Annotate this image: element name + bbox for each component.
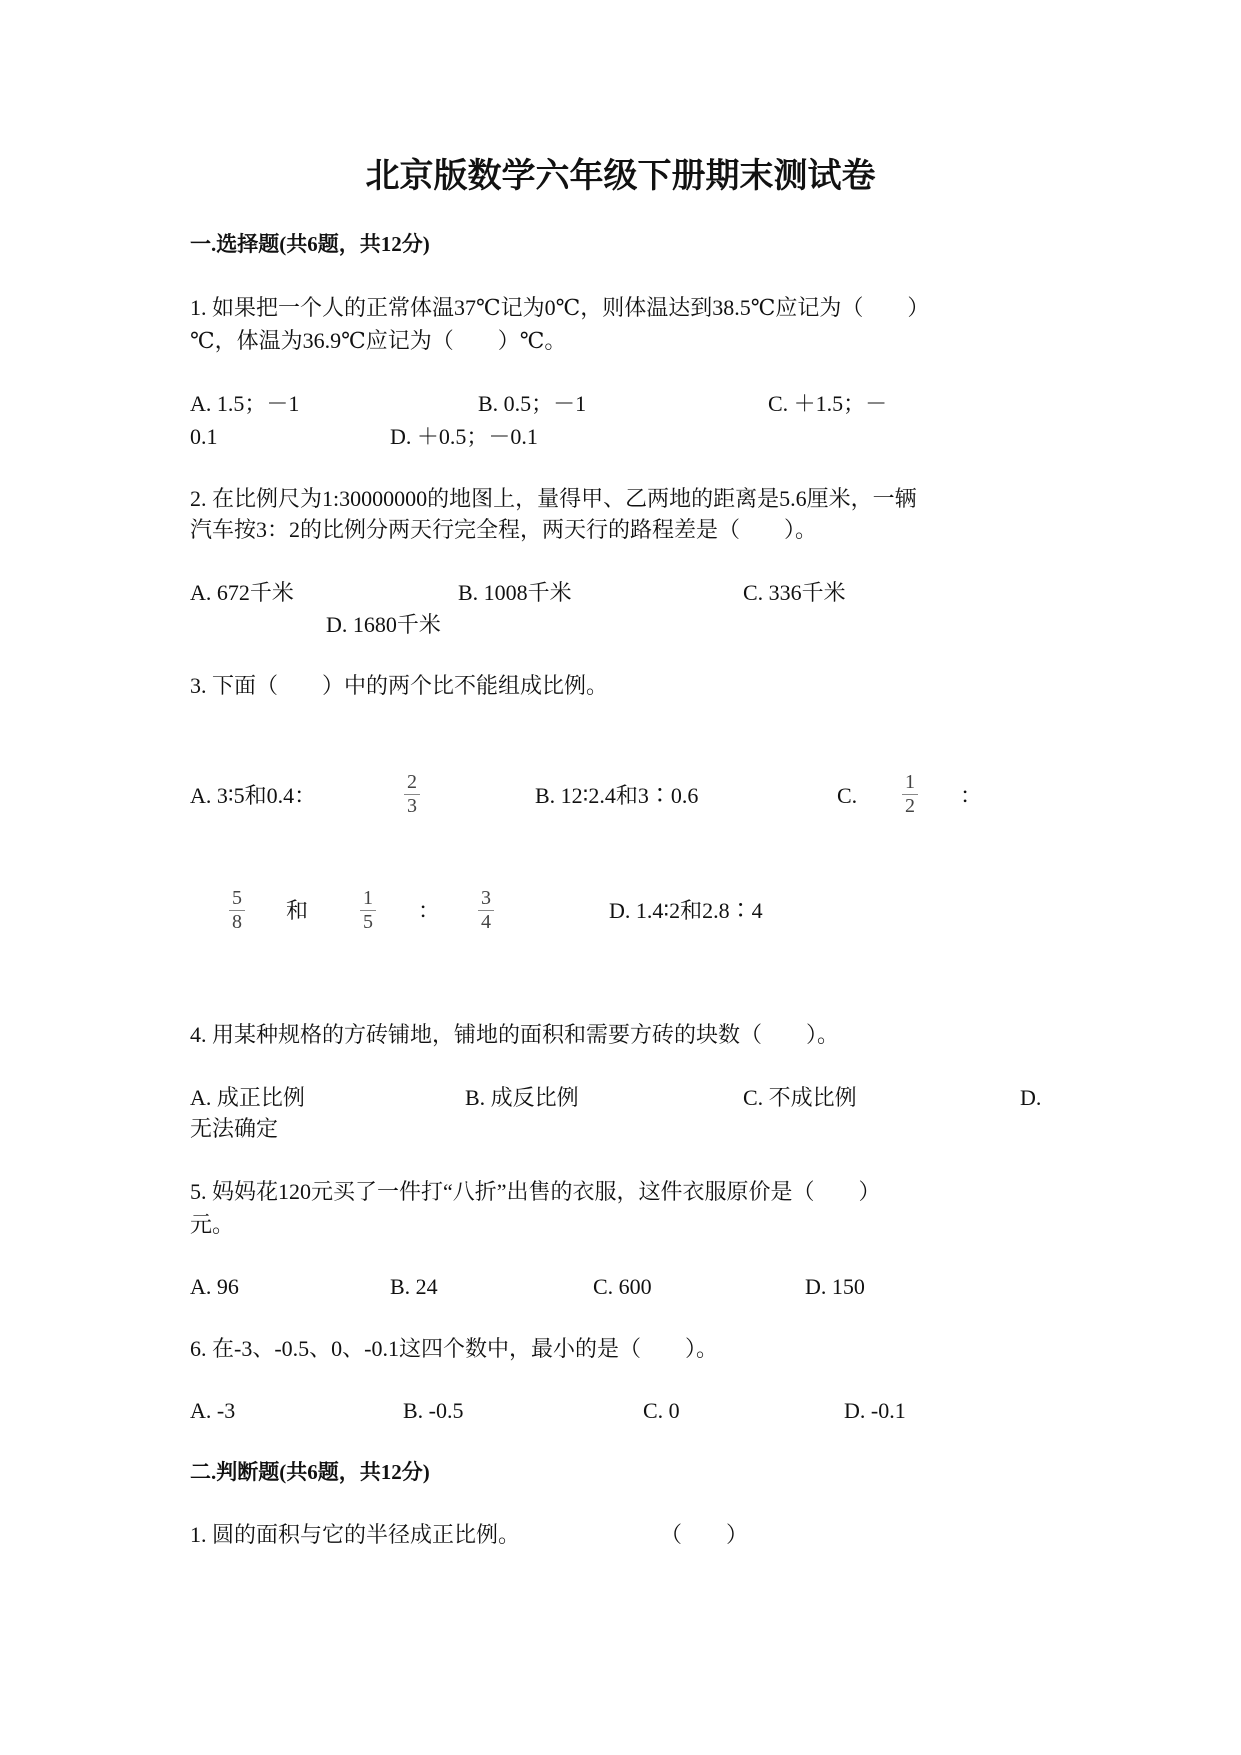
ratio-colon: ： — [960, 783, 983, 808]
q1-option-b: B. 0.5；－1 — [478, 391, 587, 416]
q2-option-a: A. 672千米 — [190, 580, 294, 605]
judgement-1-answer-blank: （ ） — [660, 1522, 749, 1547]
q1-option-d: D. ＋0.5；－0.1 — [390, 424, 538, 449]
fraction-3-4: 3 4 — [478, 888, 494, 933]
q6-option-b: B. -0.5 — [403, 1398, 464, 1423]
and-word: 和 — [286, 898, 309, 923]
q1-option-a: A. 1.5；－1 — [190, 391, 300, 416]
section-heading-judgement: 二.判断题(共6题，共12分) — [190, 1460, 430, 1484]
q2-option-d: D. 1680千米 — [326, 612, 441, 637]
q4-option-a: A. 成正比例 — [190, 1085, 305, 1110]
q6-option-d: D. -0.1 — [844, 1398, 906, 1423]
q6-option-a: A. -3 — [190, 1398, 236, 1423]
q3-option-d: D. 1.4∶2和2.8∶4 — [609, 898, 763, 923]
question-2-text: 2. 在比例尺为1:30000000的地图上，量得甲、乙两地的距离是5.6厘米，一辆 — [190, 486, 917, 511]
fraction-2-3: 2 3 — [404, 772, 420, 817]
q3-option-a: A. 3∶5和0.4： — [190, 783, 317, 808]
q2-option-b: B. 1008千米 — [458, 580, 572, 605]
fraction-5-8: 5 8 — [229, 888, 245, 933]
judgement-1-text: 1. 圆的面积与它的半径成正比例。 — [190, 1522, 521, 1547]
question-1-text-cont: ℃，体温为36.9℃应记为（ ）℃。 — [190, 328, 567, 353]
q5-option-a: A. 96 — [190, 1274, 239, 1299]
page-title: 北京版数学六年级下册期末测试卷 — [365, 158, 876, 195]
q5-option-c: C. 600 — [593, 1274, 652, 1299]
question-6-text: 6. 在-3、-0.5、0、-0.1这四个数中，最小的是（ ）。 — [190, 1336, 718, 1361]
section-heading-choice: 一.选择题(共6题，共12分) — [190, 232, 430, 256]
q5-option-d: D. 150 — [805, 1274, 865, 1299]
question-2-text-cont: 汽车按3：2的比例分两天行完全程，两天行的路程差是（ ）。 — [190, 517, 818, 542]
question-5-text: 5. 妈妈花120元买了一件打“八折”出售的衣服，这件衣服原价是（ ） — [190, 1179, 881, 1204]
ratio-colon-2: ： — [418, 898, 441, 923]
q3-option-b: B. 12∶2.4和3∶0.6 — [535, 783, 699, 808]
q1-option-c-cont: 0.1 — [190, 424, 218, 449]
question-5-text-cont: 元。 — [190, 1212, 235, 1237]
q5-option-b: B. 24 — [390, 1274, 438, 1299]
q4-option-d: D. — [1020, 1085, 1042, 1110]
fraction-1-2: 1 2 — [902, 772, 918, 817]
q6-option-c: C. 0 — [643, 1398, 680, 1423]
q3-option-c: C. — [837, 783, 858, 808]
q1-option-c: C. ＋1.5；－ — [768, 391, 888, 416]
q4-option-d-cont: 无法确定 — [190, 1116, 279, 1141]
q4-option-b: B. 成反比例 — [465, 1085, 579, 1110]
question-4-text: 4. 用某种规格的方砖铺地，铺地的面积和需要方砖的块数（ ）。 — [190, 1022, 840, 1047]
question-1-text: 1. 如果把一个人的正常体温37℃记为0℃，则体温达到38.5℃应记为（ ） — [190, 295, 930, 320]
q4-option-c: C. 不成比例 — [743, 1085, 857, 1110]
q2-option-c: C. 336千米 — [743, 580, 846, 605]
fraction-1-5: 1 5 — [360, 888, 376, 933]
question-3-text: 3. 下面（ ）中的两个比不能组成比例。 — [190, 673, 609, 698]
